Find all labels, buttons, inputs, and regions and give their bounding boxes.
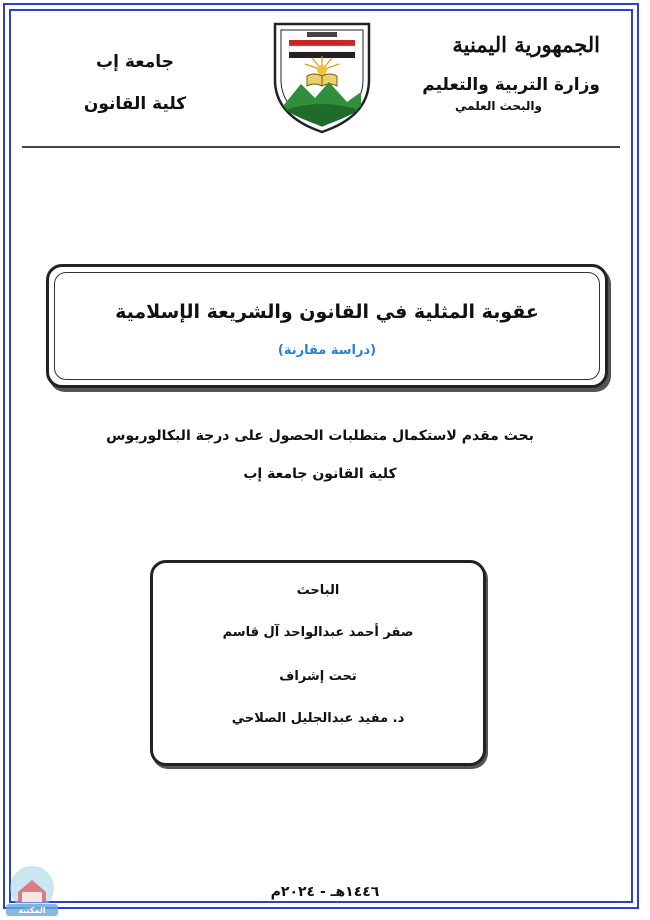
researcher-name: صقر أحمد عبدالواحد آل قاسم [222,625,414,640]
watermark-text: المكتبة [18,906,46,915]
title-box [46,264,608,388]
faculty-name: كلية القانون [83,94,187,114]
researcher-label: الباحث [296,583,340,598]
publication-date: ١٤٤٦هـ - ٢٠٢٤م [270,884,380,900]
ministry-name-cont: والبحث العلمي [455,99,542,113]
ministry-block [380,32,600,113]
researcher-box [150,560,486,766]
library-watermark-logo [4,862,60,918]
ministry-name: وزارة التربية والتعليم [422,75,600,95]
thesis-subtitle: (دراسة مقارنة) [277,343,377,358]
header-divider [22,146,620,148]
supervisor-name: د. مفيد عبدالجليل الصلاحي [231,711,405,726]
university-emblem-icon [267,18,377,136]
country-name: الجمهورية اليمنية [452,32,600,57]
university-name: جامعة إب [96,52,174,72]
title-box-inner-border [54,272,600,380]
header [24,18,620,144]
supervision-label: تحت إشراف [279,669,357,684]
submission-institution: كلية القانون جامعة إب [243,466,397,482]
university-block [60,52,210,114]
thesis-title: عقوبة المثلية في القانون والشريعة الإسلامية [115,301,539,323]
submission-statement: بحث مقدم لاستكمال متطلبات الحصول على درجة البكالوريوس [106,428,534,444]
